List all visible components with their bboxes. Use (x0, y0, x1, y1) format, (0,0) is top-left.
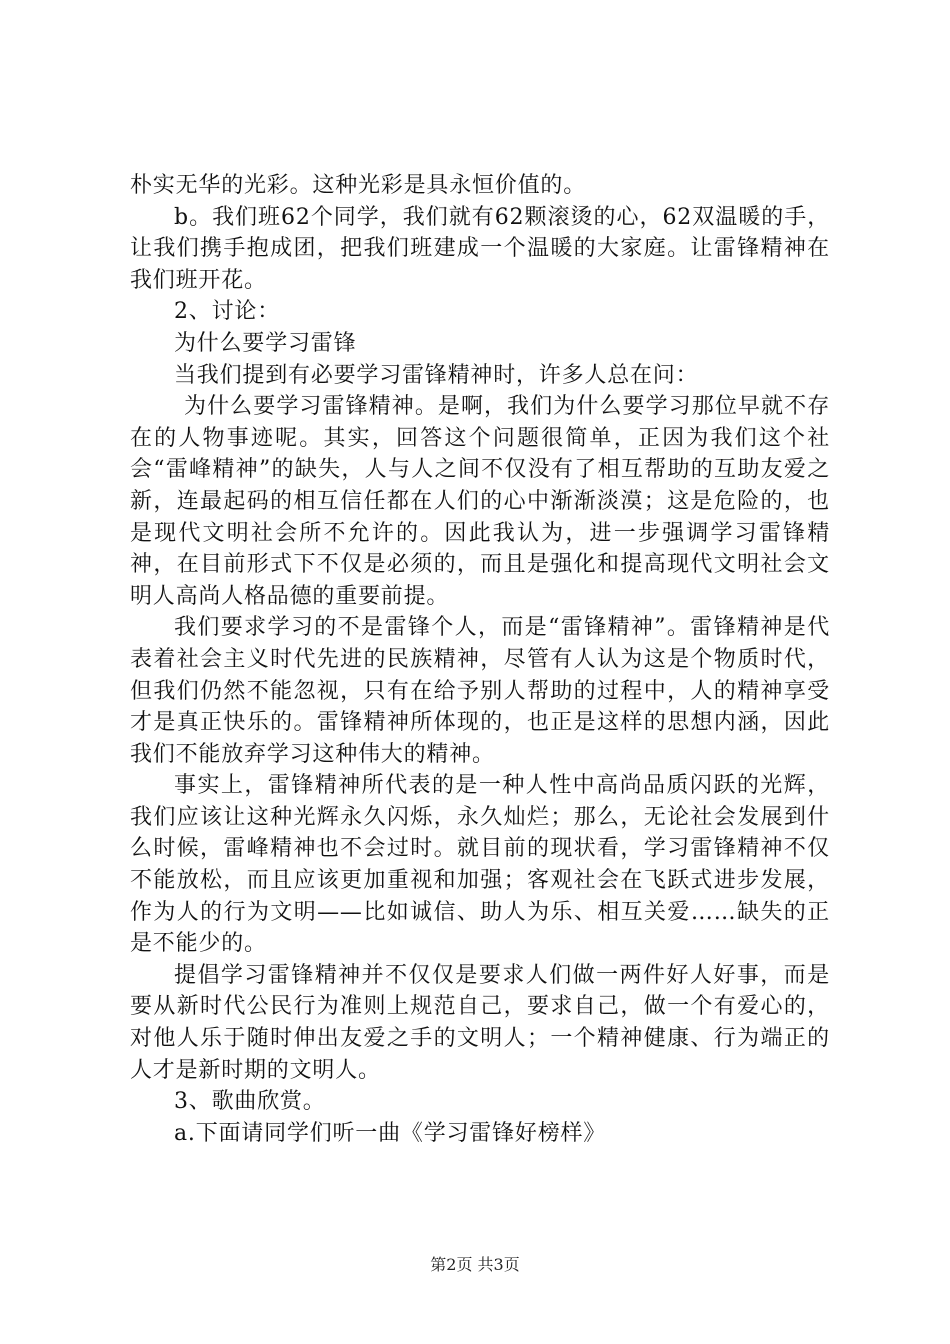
section-heading-discussion: 2、讨论： (174, 299, 280, 325)
paragraph-continuation: 朴实无华的光彩。这种光彩是具永恒价值的。 (130, 173, 587, 198)
paragraph-advocate: 提倡学习雷锋精神并不仅仅是要求人们做一两件好人好事，而是要从新时代公民行为准则上规范自己，要求自己，做一个有爱心的，对他人乐于随时伸出友爱之手的文明人；一个精神健康、行为端正的人才是新时期的文明人。 (130, 962, 830, 1083)
page-number-footer: 第2页 共3页 (430, 1255, 520, 1274)
paragraph-lei-feng-spirit: 我们要求学习的不是雷锋个人，而是“雷锋精神”。雷锋精神是代表着社会主义时代先进的民族精神，尽管有人认为这是个物质时代，但我们仍然不能忽视，只有在给予别人帮助的过程中，人的精神享受才是真正快乐的。雷锋精神所体现的，也正是这样的思想内涵，因此我们不能放弃学习这种伟大的精神。 (130, 615, 830, 767)
paragraph-question-intro: 当我们提到有必要学习雷锋精神时，许多人总在问： (174, 362, 699, 388)
paragraph-in-fact: 事实上，雷锋精神所代表的是一种人性中高尚品质闪跃的光辉，我们应该让这种光辉永久闪烁，永久灿烂；那么，无论社会发展到什么时候，雷峰精神也不会过时。就目前的现状看，学习雷锋精神不仅不能放松，而且应该更加重视和加强；客观社会在飞跃式进步发展，作为人的行为文明——比如诚信、助人为乐、相互关爱……缺失的正是不能少的。 (130, 773, 830, 957)
section-heading-song: 3、歌曲欣赏。 (174, 1089, 326, 1115)
paragraph-why-learn: 为什么要学习雷锋精神。是啊，我们为什么要学习那位早就不存在的人物事迹呢。其实，回答这个问题很简单，正因为我们这个社会“雷峰精神”的缺失，人与人之间不仅没有了相互帮助的互助友爱之新，连最起码的相互信任都在人们的心中渐渐淡漠；这是危险的，也是现代文明社会所不允许的。因此我认为，进一步强调学习雷锋精神，在目前形式下不仅是必须的，而且是强化和提高现代文明社会文明人高尚人格品德的重要前提。 (130, 394, 830, 609)
discussion-topic: 为什么要学习雷锋 (174, 330, 357, 356)
paragraph-song-item: a.下面请同学们听一曲《学习雷锋好榜样》 (174, 1120, 607, 1146)
document-body (130, 170, 830, 1149)
paragraph-class-62: b。我们班62个同学，我们就有62颗滚烫的心，62双温暖的手，让我们携手抱成团，把我们班建成一个温暖的大家庭。让雷锋精神在我们班开花。 (130, 204, 830, 293)
